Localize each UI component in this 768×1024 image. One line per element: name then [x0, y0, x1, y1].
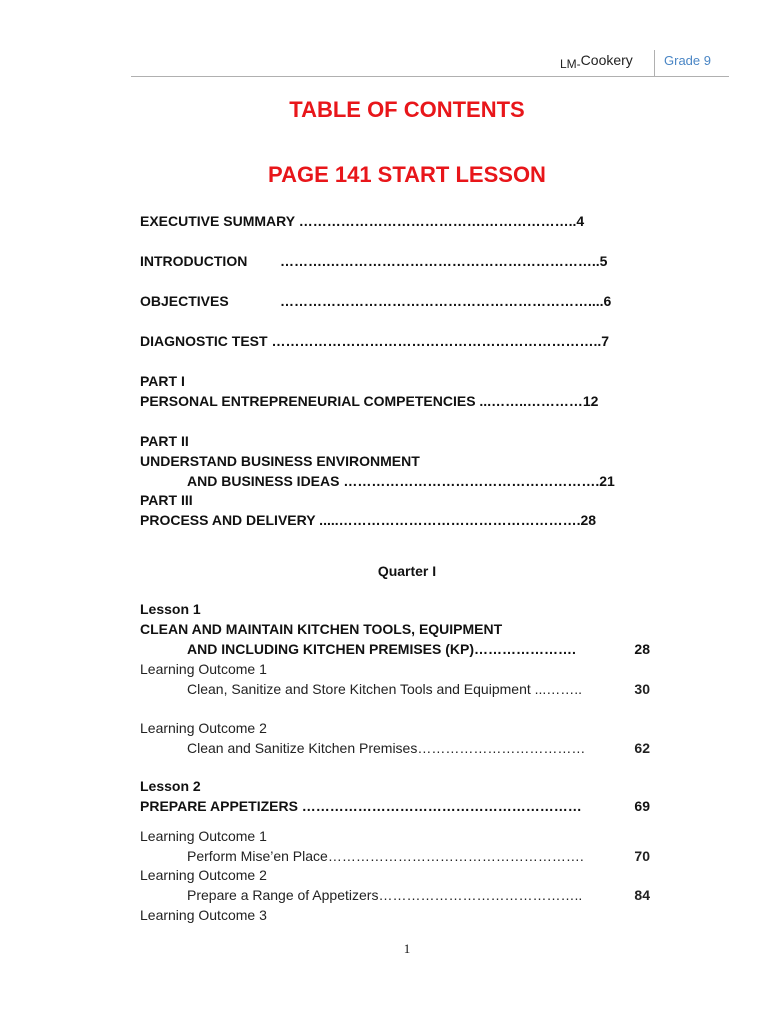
toc-entry-diagnostic-test[interactable]: DIAGNOSTIC TEST ……………………………………………………………..7 — [140, 333, 610, 349]
toc-entry-leader: …………………………………………………………....6 — [280, 293, 612, 309]
toc-entry-lesson-2-outcome-2[interactable] — [187, 886, 650, 904]
page-title: TABLE OF CONTENTS — [289, 97, 525, 122]
toc-entry-lesson-2-outcome-1[interactable] — [187, 847, 650, 865]
toc-entry-text: Clean and Sanitize Kitchen Premises……………………………… — [187, 740, 586, 756]
toc-entry-page: 70 — [634, 848, 650, 864]
toc-entry-part-2[interactable]: AND BUSINESS IDEAS ……………………………………………….21 — [187, 473, 615, 489]
toc-entry-label: OBJECTIVES — [140, 293, 229, 309]
toc-entry-page: 28 — [634, 641, 650, 657]
header-document-code — [560, 52, 633, 71]
lesson-2-heading: Lesson 2 — [140, 778, 201, 794]
toc-entry-leader: ……….…………………………………………………..5 — [280, 253, 608, 269]
toc-entry-page: 84 — [634, 887, 650, 903]
toc-entry-lesson-1-outcome-1[interactable] — [187, 680, 650, 698]
lesson-1-outcome-2-label: Learning Outcome 2 — [140, 720, 267, 736]
toc-entry-text: Prepare a Range of Appetizers…………………………………….. — [187, 887, 583, 903]
toc-entry-page: 69 — [634, 798, 650, 814]
page-number: 1 — [403, 941, 411, 956]
toc-entry-lesson-2[interactable] — [140, 797, 650, 815]
toc-part-2-line-1: UNDERSTAND BUSINESS ENVIRONMENT — [140, 453, 420, 469]
lesson-1-title-line-1: CLEAN AND MAINTAIN KITCHEN TOOLS, EQUIPMENT — [140, 621, 503, 637]
toc-entry-lesson-1[interactable] — [187, 640, 650, 658]
header-lm-prefix: LM- — [560, 57, 581, 71]
toc-entry-text: AND INCLUDING KITCHEN PREMISES (KP)…………………. — [187, 641, 576, 657]
header-subject: Cookery — [580, 52, 633, 68]
lesson-2-outcome-2-label: Learning Outcome 2 — [140, 867, 267, 883]
toc-part-1-heading: PART I — [140, 373, 185, 389]
quarter-heading: Quarter I — [377, 563, 437, 579]
toc-entry-part-3[interactable]: PROCESS AND DELIVERY .....…………………………………………….28 — [140, 512, 597, 528]
toc-entry-introduction[interactable] — [140, 252, 650, 270]
toc-entry-text: PREPARE APPETIZERS …………………………………………………… — [140, 798, 582, 814]
toc-entry-part-1[interactable]: PERSONAL ENTREPRENEURIAL COMPETENCIES ...……..…………12 — [140, 393, 599, 409]
toc-entry-page: 30 — [634, 681, 650, 697]
page-subtitle: PAGE 141 START LESSON — [268, 162, 546, 187]
header-grade: Grade 9 — [664, 53, 711, 68]
toc-entry-text: Perform Mise’en Place………………………………………………. — [187, 848, 584, 864]
lesson-1-outcome-1-label: Learning Outcome 1 — [140, 661, 267, 677]
toc-part-2-heading: PART II — [140, 433, 189, 449]
header-divider — [654, 50, 655, 76]
toc-part-3-heading: PART III — [140, 492, 193, 508]
lesson-1-heading: Lesson 1 — [140, 601, 201, 617]
toc-entry-lesson-1-outcome-2[interactable] — [187, 739, 650, 757]
toc-entry-label: INTRODUCTION — [140, 253, 248, 269]
header-rule — [131, 76, 729, 77]
toc-entry-page: 62 — [634, 740, 650, 756]
toc-entry-text: Clean, Sanitize and Store Kitchen Tools and Equipment ...…….. — [187, 681, 583, 697]
toc-entry-executive-summary[interactable]: EXECUTIVE SUMMARY ………………………………….………………..4 — [140, 213, 585, 229]
lesson-2-outcome-1-label: Learning Outcome 1 — [140, 828, 267, 844]
page-header — [0, 0, 768, 80]
lesson-2-outcome-3-label: Learning Outcome 3 — [140, 907, 267, 923]
toc-entry-objectives[interactable] — [140, 292, 650, 310]
